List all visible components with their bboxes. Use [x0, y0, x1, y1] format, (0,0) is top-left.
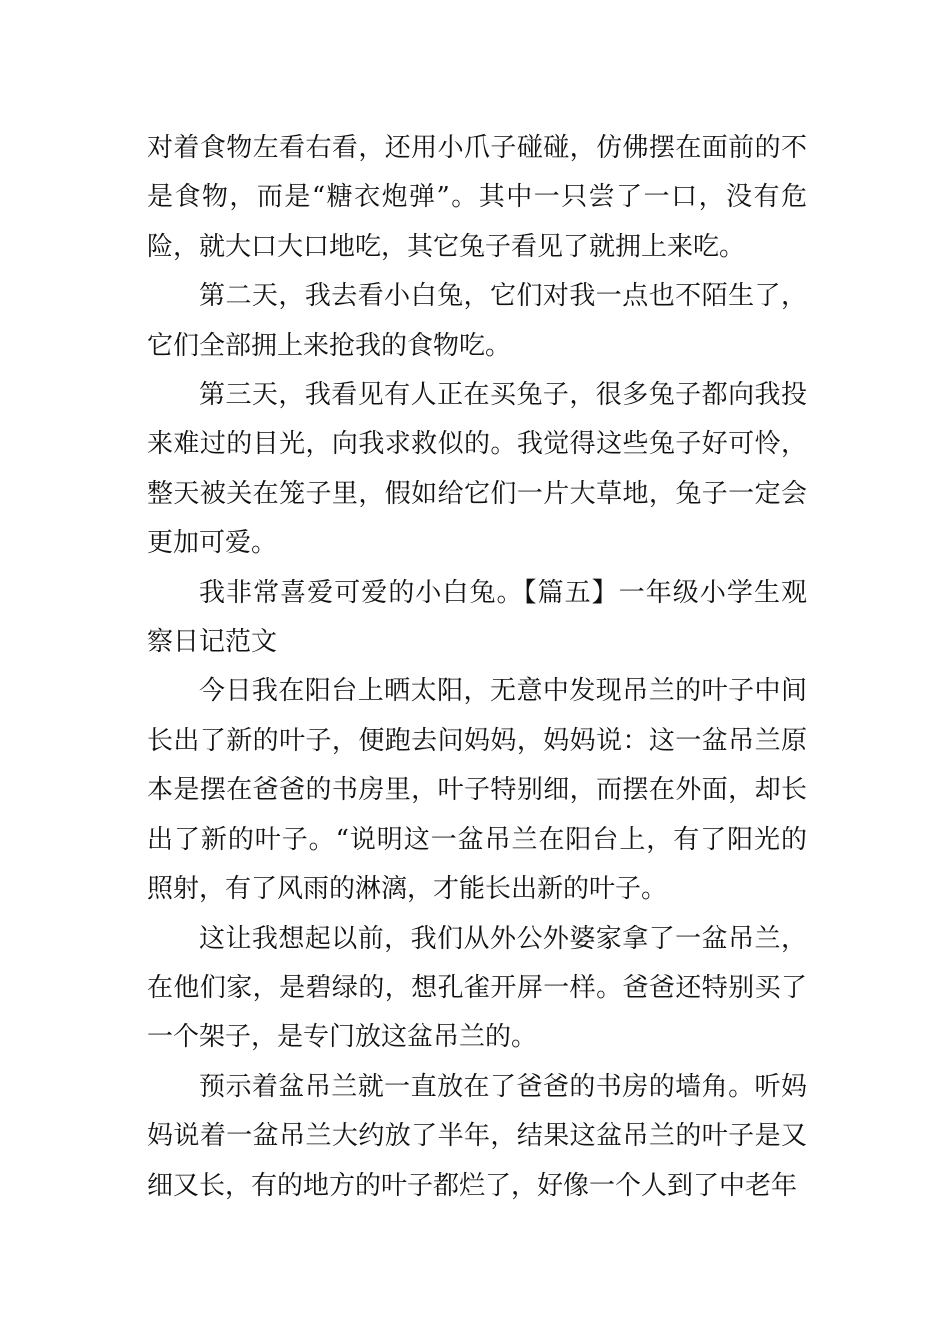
- document-body: [147, 124, 807, 1211]
- paragraph-7: 预示着盆吊兰就一直放在了爸爸的书房的墙角。听妈妈说着一盆吊兰大约放了半年，结果这盆吊兰的叶子是又细又长，有的地方的叶子都烂了，好像一个人到了中老年: [147, 1071, 807, 1201]
- paragraph-1: 对着食物左看右看，还用小爪子碰碰，仿佛摆在面前的不是食物，而是“糖衣炮弹”。其中一只尝了一口，没有危险，就大口大口地吃，其它兔子看见了就拥上来吃。: [147, 133, 807, 262]
- paragraph-6: 这让我想起以前，我们从外公外婆家拿了一盆吊兰，在他们家，是碧绿的，想孔雀开屏一样。爸爸还特别买了一个架子，是专门放这盆吊兰的。: [147, 923, 807, 1053]
- paragraph-5: 今日我在阳台上晒太阳，无意中发现吊兰的叶子中间长出了新的叶子，便跑去问妈妈，妈妈说：这一盆吊兰原本是摆在爸爸的书房里，叶子特别细，而摆在外面，却长出了新的叶子。“说明这一盆吊兰在阳台上，有了阳光的照射，有了风雨的淋漓，才能长出新的叶子。: [147, 676, 807, 905]
- paragraph-2: 第二天，我去看小白兔，它们对我一点也不陌生了，它们全部拥上来抢我的食物吃。: [147, 281, 807, 361]
- paragraph-3: 第三天，我看见有人正在买兔子，很多兔子都向我投来难过的目光，向我求救似的。我觉得这些兔子好可怜，整天被关在笼子里，假如给它们一片大草地，兔子一定会更加可爱。: [147, 380, 807, 559]
- paragraph-4: 我非常喜爱可爱的小白兔。【篇五】一年级小学生观察日记范文: [147, 577, 807, 658]
